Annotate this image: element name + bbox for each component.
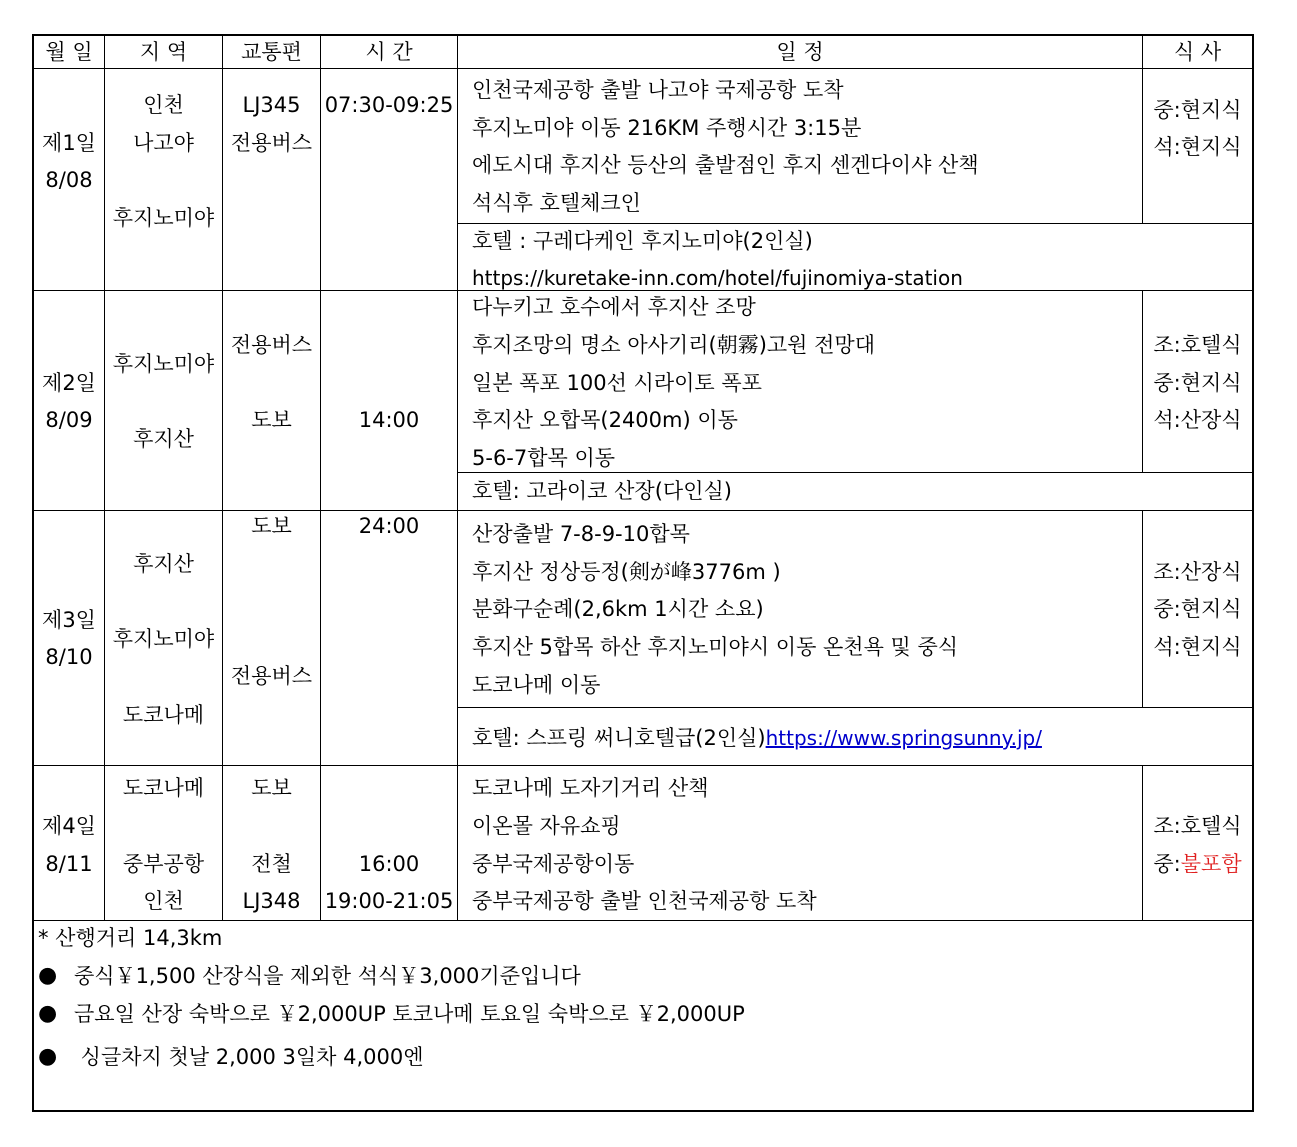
- transport: LJ348: [242, 889, 301, 913]
- header-region: 지 역: [139, 40, 188, 64]
- header-schedule: 일 정: [776, 40, 824, 64]
- schedule-item: 도코나메 이동: [472, 673, 601, 697]
- col-divider: [320, 34, 321, 920]
- col-divider: [1142, 765, 1143, 920]
- meal: 중:현지식: [1153, 597, 1242, 621]
- region: 후지산: [133, 427, 194, 451]
- hotel-link[interactable]: https://www.springsunny.jp/: [765, 726, 1042, 750]
- time: 14:00: [358, 408, 420, 432]
- meal: 석:현지식: [1153, 135, 1242, 159]
- col-divider: [457, 34, 458, 920]
- bullet-icon: ●: [38, 1001, 58, 1026]
- day-label: 제3일: [42, 608, 96, 632]
- schedule-item: 산장출발 7-8-9-10합목: [472, 522, 690, 546]
- schedule-item: 인천국제공항 출발 나고야 국제공항 도착: [472, 78, 844, 102]
- time: 24:00: [358, 514, 420, 538]
- meal-excluded: 불포함: [1180, 852, 1242, 876]
- day-label: 제1일: [42, 131, 96, 155]
- region: 후지노미야: [112, 627, 215, 651]
- region: 후지산: [133, 552, 194, 576]
- header-meal: 식 사: [1173, 40, 1222, 64]
- transport: LJ345: [242, 93, 301, 117]
- region: 인천: [143, 93, 184, 117]
- meal: 석:산장식: [1153, 408, 1242, 432]
- distance-note: * 산행거리 14,3km: [38, 926, 223, 950]
- time: 19:00-21:05: [324, 889, 454, 913]
- hotel-name: 호텔 : 구레다케인 후지노미야(2인실): [472, 229, 813, 253]
- region: 도코나메: [122, 776, 205, 800]
- transport: 전용버스: [230, 664, 313, 688]
- transport: 도보: [251, 408, 292, 432]
- region: 나고야: [133, 131, 194, 155]
- transport: 도보: [251, 776, 292, 800]
- time: 16:00: [358, 852, 420, 876]
- row-divider: [32, 765, 1254, 766]
- time: 07:30-09:25: [324, 93, 454, 117]
- transport: 전용버스: [230, 131, 313, 155]
- meal: 조:산장식: [1153, 560, 1242, 584]
- table-border-top: [32, 34, 1254, 36]
- bullet-icon: ●: [38, 1044, 58, 1069]
- schedule-item: 후지산 오합목(2400m) 이동: [472, 408, 738, 432]
- row-divider: [32, 920, 1254, 921]
- row-divider: [32, 68, 1254, 69]
- schedule-item: 중부국제공항이동: [472, 852, 635, 876]
- row-divider: [32, 290, 1254, 291]
- note-item: 금요일 산장 숙박으로 ￥2,000UP 토코나메 토요일 숙박으로 ￥2,000UP: [74, 1002, 745, 1026]
- schedule-item: 후지조망의 명소 아사기리(朝霧)고원 전망대: [472, 333, 875, 357]
- note-item: 중식￥1,500 산장식을 제외한 석식￥3,000기준입니다: [74, 964, 581, 988]
- meal: 중:현지식: [1153, 98, 1242, 122]
- day-date: 8/11: [45, 852, 93, 876]
- transport: 전철: [251, 852, 292, 876]
- meal: 조:호텔식: [1153, 333, 1242, 357]
- schedule-item: 다누키고 호수에서 후지산 조망: [472, 295, 756, 319]
- transport: 전용버스: [230, 333, 313, 357]
- header-time: 시 간: [365, 40, 413, 64]
- table-border-bottom: [32, 1110, 1254, 1112]
- meal: 중:현지식: [1153, 371, 1242, 395]
- table-border-left: [32, 34, 34, 1112]
- schedule-item: 일본 폭포 100선 시라이토 폭포: [472, 371, 762, 395]
- meal: 석:현지식: [1153, 635, 1242, 659]
- hotel-name: 호텔: 스프링 써니호텔급(2인실): [472, 726, 766, 750]
- region: 중부공항: [122, 852, 205, 876]
- meal: 조:호텔식: [1153, 814, 1242, 838]
- schedule-item: 에도시대 후지산 등산의 출발점인 후지 센겐다이샤 산책: [472, 153, 979, 177]
- schedule-item: 중부국제공항 출발 인천국제공항 도착: [472, 889, 817, 913]
- meal: 중:: [1153, 852, 1181, 876]
- table-border-right: [1252, 34, 1254, 1112]
- schedule-item: 후지노미야 이동 216KM 주행시간 3:15분: [472, 116, 862, 140]
- day-date: 8/10: [45, 645, 93, 669]
- meal-lunch-row: [1143, 852, 1252, 876]
- header-month-day: 월 일: [45, 40, 93, 64]
- region: 도코나메: [122, 703, 205, 727]
- transport: 도보: [251, 514, 292, 538]
- day-label: 제2일: [42, 371, 96, 395]
- hotel-divider: [457, 472, 1254, 473]
- region: 후지노미야: [112, 206, 215, 230]
- bullet-icon: ●: [38, 963, 58, 988]
- header-transport: 교통편: [241, 40, 302, 64]
- row-divider: [32, 510, 1254, 511]
- region: 후지노미야: [112, 352, 215, 376]
- schedule-item: 도코나메 도자기거리 산책: [472, 776, 709, 800]
- note-item: 싱글차지 첫날 2,000 3일차 4,000엔: [74, 1045, 424, 1069]
- hotel-divider: [457, 223, 1254, 224]
- schedule-item: 이온몰 자유쇼핑: [472, 814, 621, 838]
- schedule-item: 후지산 정상등정(剣が峰3776m ): [472, 560, 781, 584]
- schedule-item: 5-6-7합목 이동: [472, 446, 616, 470]
- hotel-url: https://kuretake-inn.com/hotel/fujinomiya-station: [472, 266, 963, 290]
- schedule-item: 분화구순례(2,6km 1시간 소요): [472, 597, 764, 621]
- hotel-name: 호텔: 고라이코 산장(다인실): [472, 479, 732, 503]
- day-label: 제4일: [42, 814, 96, 838]
- day-date: 8/09: [45, 408, 93, 432]
- hotel-row: [472, 726, 1042, 750]
- region: 인천: [143, 889, 184, 913]
- schedule-item: 후지산 5합목 하산 후지노미야시 이동 온천욕 및 중식: [472, 635, 959, 659]
- schedule-item: 석식후 호텔체크인: [472, 191, 641, 215]
- day-date: 8/08: [45, 168, 93, 192]
- hotel-divider: [457, 707, 1254, 708]
